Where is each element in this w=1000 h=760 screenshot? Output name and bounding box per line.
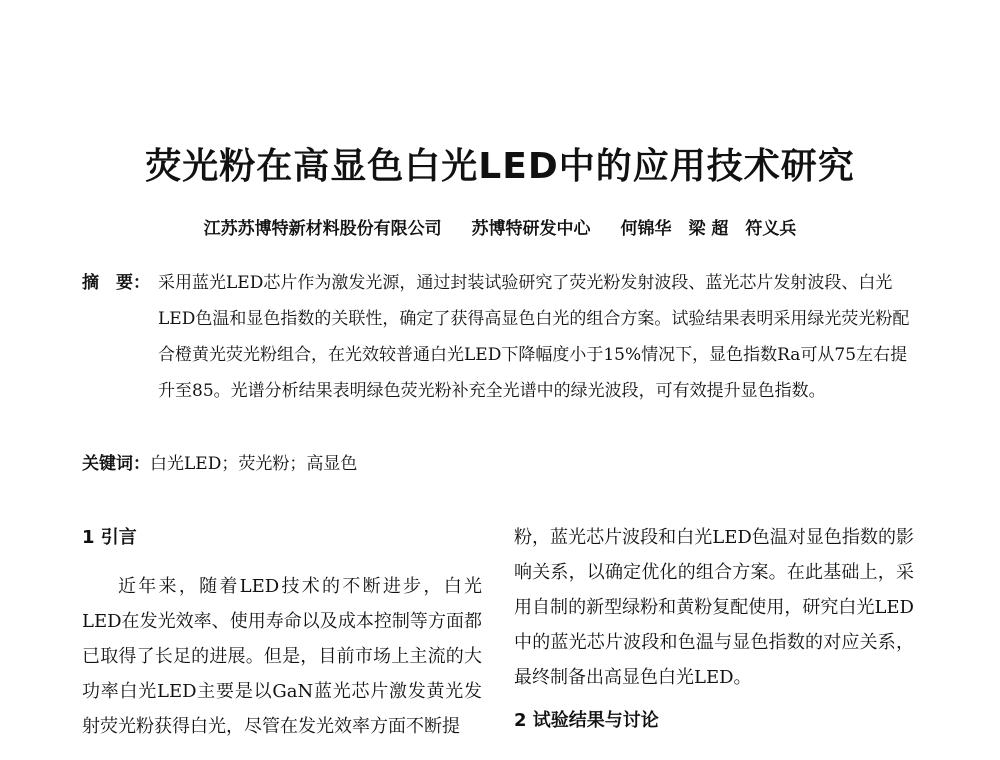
right-column [514, 520, 914, 738]
keywords-text: 白光LED；荧光粉；高显色 [150, 454, 358, 474]
section-2-heading: 2 试验结果与讨论 [514, 710, 659, 731]
keywords [82, 446, 922, 482]
keywords-label: 关键词： [82, 454, 150, 474]
abstract-label: 摘 要： [82, 273, 150, 293]
section-1-heading: 1 引言 [82, 527, 137, 548]
right-column-paragraph: 粉，蓝光芯片波段和白光LED色温对显色指数的影响关系，以确定优化的组合方案。在此基础上，采用自制的新型绿粉和黄粉复配使用，研究白光LED中的蓝光芯片波段和色温与显色指数的对应关系，最终制备出高显色白光LED。 [514, 527, 914, 688]
left-column [82, 520, 482, 744]
section-1-paragraph: 近年来，随着LED技术的不断进步，白光LED在发光效率、使用寿命以及成本控制等方面都已取得了长足的进展。但是，目前市场上主流的大功率白光LED主要是以GaN蓝光芯片激发黄光发射荧光粉获得白光，尽管在发光效率方面不断提 [82, 576, 482, 737]
author-names: 何锦华 梁 超 符义兵 [620, 219, 797, 239]
abstract-text: 采用蓝光LED芯片作为激发光源，通过封装试验研究了荧光粉发射波段、蓝光芯片发射波段、白光LED色温和显色指数的关联性，确定了获得高显色白光的组合方案。试验结果表明采用绿光荧光粉配合橙黄光荧光粉组合，在光效较普通白光LED下降幅度小于15%情况下，显色指数Ra可从75左右提升至85。光谱分析结果表明绿色荧光粉补充全光谱中的绿光波段，可有效提升显色指数。 [158, 273, 910, 401]
author-affiliation-center: 苏博特研发中心 [471, 219, 591, 239]
page-title: 荧光粉在高显色白光LED中的应用技术研究 [145, 146, 855, 187]
author-line [0, 214, 1000, 239]
author-affiliation-company: 江苏苏博特新材料股份有限公司 [203, 219, 442, 239]
abstract [82, 265, 922, 409]
